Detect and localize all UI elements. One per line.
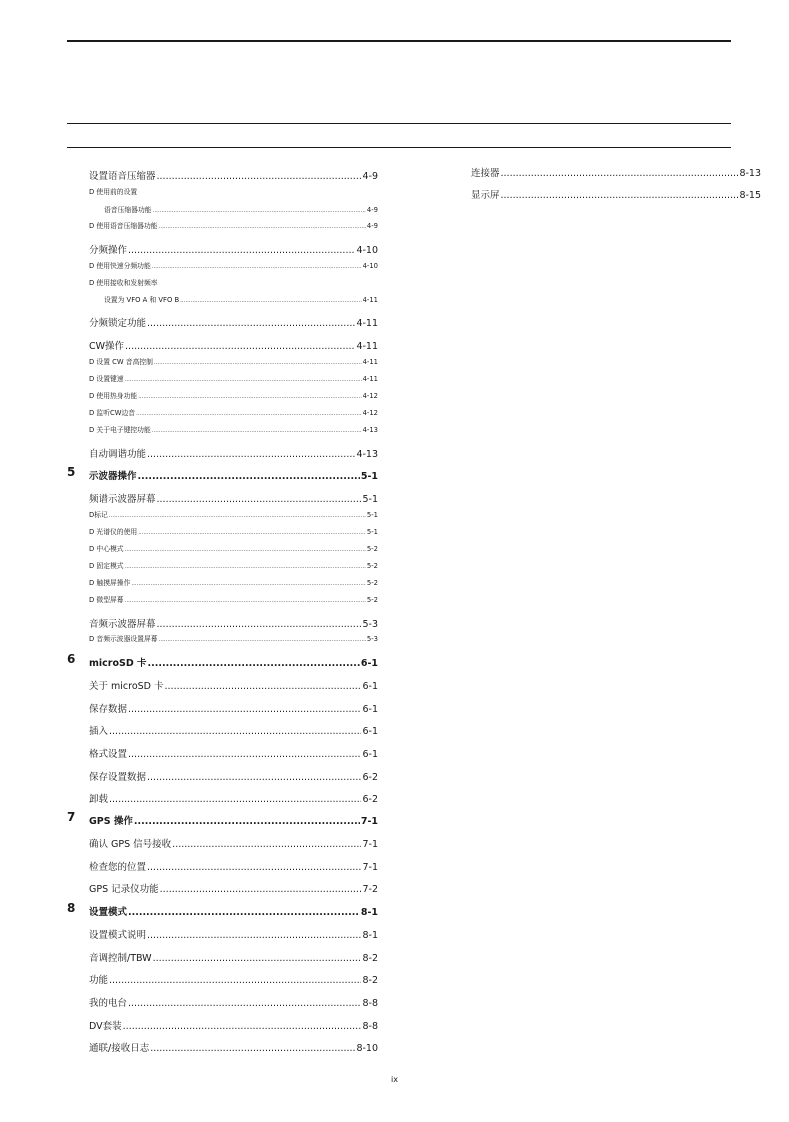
toc-entry-page: 4-9 (366, 206, 378, 214)
toc-entry-title: 通联/接收日志 (89, 1043, 150, 1054)
chapter-number: 7 (67, 810, 76, 824)
toc-entry-title: 语音压缩器功能 (104, 206, 152, 214)
toc-entry-page: 5-1 (366, 528, 378, 536)
page-number: ix (391, 1075, 398, 1084)
toc-leader-dots (109, 794, 361, 805)
toc-entry[interactable] (89, 356, 378, 367)
toc-entry[interactable] (89, 407, 378, 418)
toc-leader-dots (501, 168, 739, 179)
toc-entry-page: 4-10 (356, 245, 378, 256)
toc-entry[interactable] (89, 769, 378, 783)
chapter-number: 6 (67, 652, 76, 666)
toc-leader-dots (128, 998, 361, 1009)
toc-entry[interactable] (89, 746, 378, 760)
toc-leader-dots (172, 839, 361, 850)
toc-entry[interactable] (89, 543, 378, 554)
toc-entry-title: 自动调谐功能 (89, 449, 147, 460)
toc-entry-page: 7-2 (362, 884, 378, 895)
toc-entry-title: 示波器操作 (89, 471, 137, 482)
toc-entry-page: 8-13 (739, 168, 761, 179)
toc-entry-page: 8-8 (362, 1021, 378, 1032)
toc-entry-page: 5-2 (366, 545, 378, 553)
chapter-number: 8 (67, 901, 76, 915)
toc-entry-page: 4-11 (356, 318, 378, 329)
toc-entry-page: 5-2 (366, 562, 378, 570)
toc-leader-dots (147, 772, 361, 783)
toc-subheading: D 使用接收和发射频率 (89, 279, 158, 287)
toc-entry-page: 6-1 (362, 726, 378, 737)
toc-leader-dots (128, 704, 361, 715)
toc-chapter-entry[interactable] (89, 655, 378, 669)
toc-entry-title: GPS 记录仪功能 (89, 884, 159, 895)
toc-entry-page: 6-1 (362, 704, 378, 715)
toc-entry[interactable] (89, 1040, 378, 1054)
toc-entry-title: 分频操作 (89, 245, 128, 256)
toc-entry[interactable] (89, 995, 378, 1009)
toc-leader-dots (125, 341, 355, 352)
toc-entry-page: 7-1 (362, 839, 378, 850)
toc-entry-page: 4-9 (366, 222, 378, 230)
toc-leader-dots (147, 449, 355, 460)
toc-entry-title: D 音频示波器设置屏幕 (89, 635, 158, 643)
toc-leader-dots (123, 1021, 362, 1032)
toc-leader-dots (165, 681, 362, 692)
toc-leader-dots (128, 907, 360, 918)
toc-entry-page: 5-1 (362, 494, 378, 505)
toc-entry-title: D 触摸屏操作 (89, 579, 131, 587)
toc-leader-dots (128, 245, 355, 256)
toc-entry-title: 设置为 VFO A 和 VFO B (104, 296, 180, 304)
toc-entry-page: 8-8 (362, 998, 378, 1009)
toc-leader-dots (109, 726, 361, 737)
toc-entry-page: 4-13 (362, 426, 378, 434)
toc-entry[interactable] (89, 859, 378, 873)
toc-entry[interactable] (89, 168, 378, 182)
toc-entry-title: 分频锁定功能 (89, 318, 147, 329)
toc-leader-dots (131, 581, 366, 587)
toc-entry-title: 保存数据 (89, 704, 128, 715)
toc-entry[interactable] (89, 927, 378, 941)
toc-entry-page: 6-2 (362, 772, 378, 783)
toc-entry-title: 音频示波器屏幕 (89, 619, 156, 630)
toc-entry[interactable] (89, 972, 378, 986)
toc-entry[interactable] (89, 633, 378, 644)
toc-entry-title: 确认 GPS 信号接收 (89, 839, 172, 850)
toc-entry[interactable] (89, 594, 378, 605)
toc-entry-page: 8-15 (739, 190, 761, 201)
toc-entry[interactable] (89, 315, 378, 329)
toc-leader-dots (159, 224, 366, 230)
toc-entry-title: CW操作 (89, 341, 125, 352)
toc-entry[interactable] (89, 678, 378, 692)
toc-leader-dots (138, 530, 366, 536)
toc-entry-page: 4-13 (356, 449, 378, 460)
toc-leader-dots (134, 816, 360, 827)
toc-leader-dots (128, 749, 361, 760)
toc-entry-page: 8-2 (362, 975, 378, 986)
toc-leader-dots (153, 208, 366, 214)
toc-entry[interactable] (104, 204, 378, 215)
toc-entry-title: D 使用语音压缩器功能 (89, 222, 158, 230)
toc-entry-page: 7-1 (362, 862, 378, 873)
toc-leader-dots (147, 930, 361, 941)
toc-leader-dots (150, 1043, 355, 1054)
toc-entry-title: D 使用快速分频功能 (89, 262, 151, 270)
toc-subheading: D 使用前的设置 (89, 188, 138, 196)
toc-leader-dots (160, 884, 362, 895)
toc-leader-dots (157, 619, 362, 630)
header-rule-lower (67, 147, 731, 148)
toc-entry-title: D 设置键速 (89, 375, 124, 383)
toc-entry[interactable] (89, 509, 378, 520)
toc-entry-page: 5-3 (366, 635, 378, 643)
toc-entry-title: 显示屏 (471, 190, 500, 201)
toc-leader-dots (501, 190, 739, 201)
toc-leader-dots (154, 360, 362, 366)
toc-entry-page: 5-2 (366, 596, 378, 604)
toc-entry-title: 音调控制/TBW (89, 953, 152, 964)
toc-entry-title: GPS 操作 (89, 816, 133, 827)
toc-leader-dots (152, 264, 362, 270)
toc-entry-title: 连接器 (471, 168, 500, 179)
toc-entry-page: 4-11 (362, 296, 378, 304)
toc-leader-dots (138, 394, 361, 400)
toc-entry[interactable] (89, 723, 378, 737)
toc-leader-dots (148, 658, 360, 669)
toc-entry-title: DV套装 (89, 1021, 122, 1032)
toc-entry-page: 4-9 (362, 171, 378, 182)
toc-entry-page: 8-1 (362, 930, 378, 941)
header-rule (67, 123, 731, 124)
toc-entry-title: 检查您的位置 (89, 862, 147, 873)
toc-entry[interactable] (89, 446, 378, 460)
toc-entry[interactable] (89, 220, 378, 231)
toc-entry-page: 8-10 (356, 1043, 378, 1054)
toc-entry-title: 我的电台 (89, 998, 128, 1009)
toc-entry-page: 6-1 (362, 749, 378, 760)
toc-entry-title: 插入 (89, 726, 109, 737)
toc-entry[interactable] (89, 390, 378, 401)
toc-entry-page: 4-11 (356, 341, 378, 352)
toc-entry-page: 5-2 (366, 579, 378, 587)
toc-entry[interactable] (89, 836, 378, 850)
toc-entry[interactable] (89, 260, 378, 271)
toc-entry[interactable] (89, 881, 378, 895)
toc-entry-title: microSD 卡 (89, 658, 147, 669)
toc-chapter-entry[interactable] (89, 904, 378, 918)
toc-entry-page: 7-1 (360, 816, 378, 827)
toc-entry[interactable] (89, 373, 378, 384)
toc-entry-page: 5-1 (366, 511, 378, 519)
toc-leader-dots (153, 953, 362, 964)
toc-entry[interactable] (89, 242, 378, 256)
toc-entry-title: 设置语音压缩器 (89, 171, 156, 182)
toc-entry-page: 5-1 (360, 471, 378, 482)
toc-entry-title: 设置模式 (89, 907, 128, 918)
toc-entry-title: 卸载 (89, 794, 109, 805)
toc-entry-title: D 使用热身功能 (89, 392, 138, 400)
toc-entry-page: 4-12 (362, 392, 378, 400)
toc-entry[interactable] (89, 424, 378, 435)
toc-entry-title: 功能 (89, 975, 109, 986)
toc-entry[interactable] (471, 165, 761, 179)
toc-leader-dots (136, 411, 362, 417)
toc-entry-title: D 中心模式 (89, 545, 124, 553)
toc-entry-page: 6-1 (360, 658, 378, 669)
toc-entry-page: 5-3 (362, 619, 378, 630)
toc-leader-dots (125, 598, 366, 604)
toc-leader-dots (125, 564, 366, 570)
toc-entry[interactable] (104, 294, 378, 305)
toc-entry-title: D标记 (89, 511, 108, 519)
chapter-number: 5 (67, 465, 76, 479)
toc-entry-title: D 设置 CW 音高控制 (89, 358, 153, 366)
toc-leader-dots (125, 377, 362, 383)
toc-entry-title: 关于 microSD 卡 (89, 681, 164, 692)
toc-entry-title: D 关于电子键控功能 (89, 426, 151, 434)
toc-entry-page: 4-10 (362, 262, 378, 270)
toc-leader-dots (180, 298, 361, 304)
toc-entry[interactable] (89, 577, 378, 588)
toc-leader-dots (109, 513, 366, 519)
toc-entry[interactable] (89, 616, 378, 630)
toc-entry[interactable] (89, 338, 378, 352)
toc-entry-title: 格式设置 (89, 749, 128, 760)
toc-leader-dots (109, 975, 361, 986)
toc-leader-dots (157, 171, 362, 182)
toc-entry-page: 6-2 (362, 794, 378, 805)
toc-entry-title: D 固定模式 (89, 562, 124, 570)
toc-entry-page: 4-12 (362, 409, 378, 417)
toc-entry-page: 4-11 (362, 375, 378, 383)
toc-entry-page: 4-11 (362, 358, 378, 366)
top-rule (67, 40, 731, 42)
toc-leader-dots (147, 862, 361, 873)
toc-leader-dots (147, 318, 355, 329)
toc-entry[interactable] (89, 560, 378, 571)
toc-entry[interactable] (89, 950, 378, 964)
toc-entry-page: 8-2 (362, 953, 378, 964)
toc-leader-dots (159, 637, 366, 643)
toc-entry[interactable] (471, 187, 761, 201)
toc-chapter-entry[interactable] (89, 468, 378, 482)
toc-leader-dots (138, 471, 360, 482)
toc-entry-page: 8-1 (360, 907, 378, 918)
toc-chapter-entry[interactable] (89, 813, 378, 827)
toc-entry[interactable] (89, 791, 378, 805)
toc-entry-title: D 微型屏幕 (89, 596, 124, 604)
toc-entry[interactable] (89, 491, 378, 505)
toc-entry[interactable] (89, 526, 378, 537)
toc-entry[interactable] (89, 701, 378, 715)
toc-leader-dots (152, 428, 362, 434)
toc-entry-page: 6-1 (362, 681, 378, 692)
toc-entry-title: 保存设置数据 (89, 772, 147, 783)
toc-leader-dots (125, 547, 366, 553)
toc-entry-title: 设置模式说明 (89, 930, 147, 941)
toc-entry-title: D 光谱仪的使用 (89, 528, 138, 536)
toc-entry-title: 频谱示波器屏幕 (89, 494, 156, 505)
toc-leader-dots (157, 494, 362, 505)
toc-entry[interactable] (89, 1018, 378, 1032)
toc-entry-title: D 监听CW边音 (89, 409, 136, 417)
